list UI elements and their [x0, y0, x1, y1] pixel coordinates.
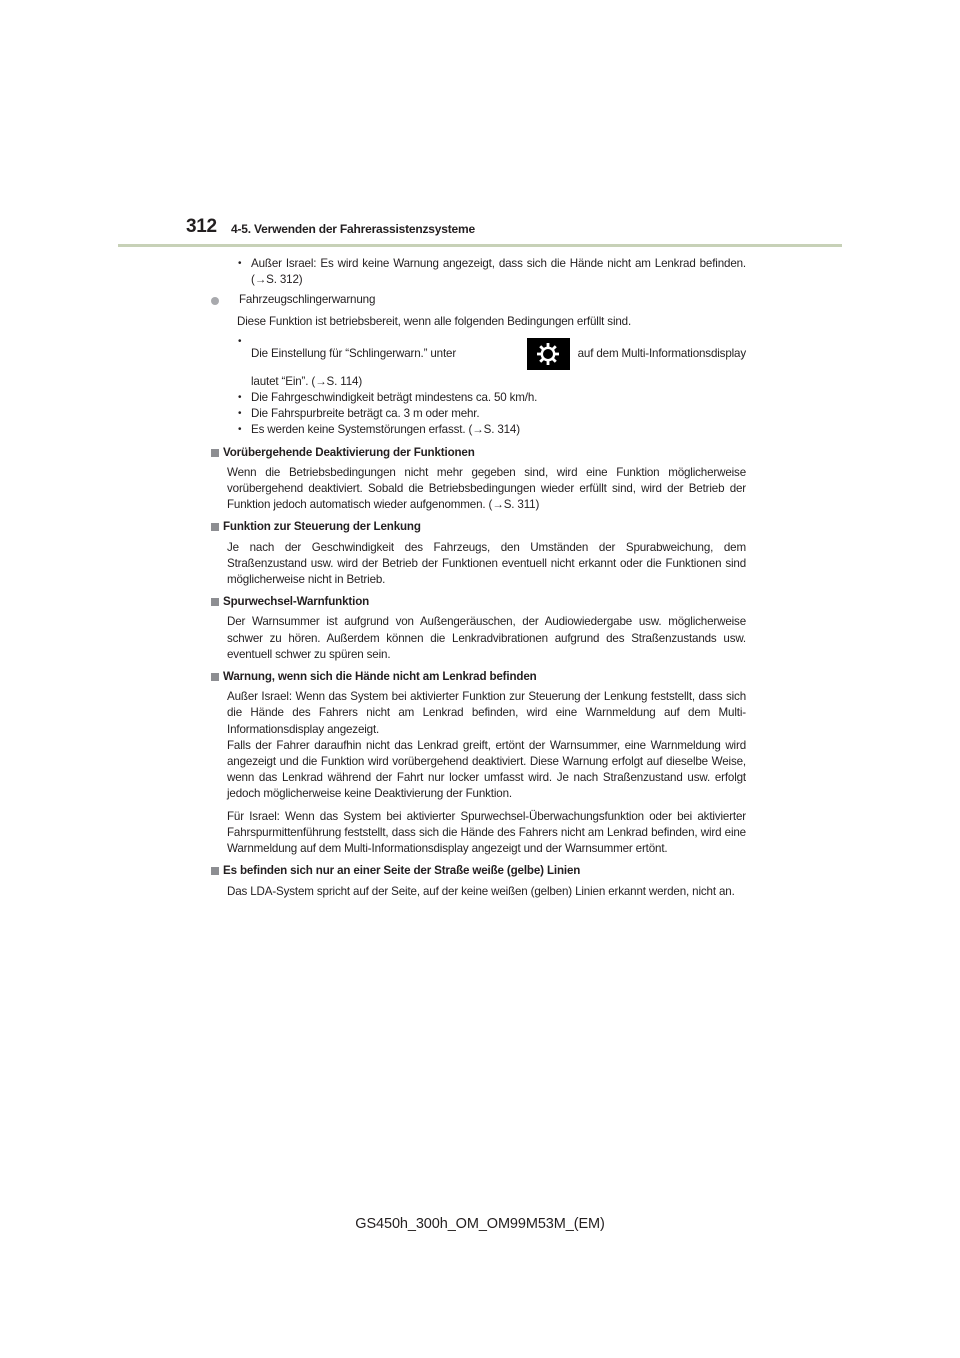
sway-item-1-a: • Die Einstellung für “Schlingerwarn.” unter	[251, 346, 457, 360]
sway-heading: Fahrzeugschlingerwarnung	[211, 292, 746, 308]
section-heading: Vorübergehende Deaktivierung der Funktionen	[211, 445, 746, 461]
sway-item-3: • Die Fahrspurbreite beträgt ca. 3 m oder mehr.	[211, 406, 746, 422]
sway-item-1-b: auf dem Multi-Informationsdisplay	[577, 346, 746, 360]
sway-item-2: • Die Fahrgeschwindigkeit beträgt mindestens ca. 50 km/h.	[211, 390, 746, 406]
section-0	[211, 445, 746, 514]
section-paragraph: Wenn die Betriebsbedingungen nicht mehr gegeben sind, wird eine Funktion möglicherweise vorübergehend deaktiviert. Sobald die Betriebsbedingungen wieder erfüllt sind, wird der Betrieb der Funktion jedoch automatisch wieder aufgenommen. (→S. 311)	[227, 465, 746, 512]
section-1	[211, 519, 746, 588]
section-paragraph: Falls der Fahrer daraufhin nicht das Lenkrad greift, ertönt der Warnsummer, eine Warnmeldung wird angezeigt und die Funktion wird vorübergehend deaktiviert. Diese Warnung erfolgt auf dieselbe Weise, wenn das Lenkrad während der Fahrt nur locker umfasst wird. Je nach Straßenzustand usw. erfolgt jedoch möglicherweise keine Deaktivierung der Funktion.	[227, 738, 746, 801]
footer-doc-code: GS450h_300h_OM_OM99M53M_(EM)	[355, 1216, 605, 1232]
section-paragraph: Für Israel: Wenn das System bei aktivierter Spurwechsel-Überwachungsfunktion oder bei aktivierter Fahrspurmittenführung feststellt, dass sich die Hände des Fahrers nicht am Lenkrad befinden, wird eine Warnmeldung auf dem Multi-Informationsdisplay angezeigt und der Warnsummer ertönt.	[227, 809, 746, 856]
header-rule	[118, 244, 842, 247]
section-4	[211, 863, 746, 899]
page-number: 312	[186, 216, 217, 237]
sway-item-4: • Es werden keine Systemstörungen erfasst. (→S. 314)	[211, 422, 746, 438]
section-heading: Warnung, wenn sich die Hände nicht am Lenkrad befinden	[211, 669, 746, 685]
section-paragraph: Der Warnsummer ist aufgrund von Außengeräuschen, der Audiowiedergabe usw. möglicherweise schwer zu hören. Außerdem können die Lenkradvibrationen aufgrund des Straßenzustands usw. eventuell schwer zu spüren sein.	[227, 615, 746, 661]
section-paragraph: Außer Israel: Wenn das System bei aktivierter Funktion zur Steuerung der Lenkung feststellt, dass sich die Hände des Fahrers nicht am Lenkrad befinden, wird eine Warnmeldung auf dem Multi-Informationsdisplay angezeigt.	[227, 690, 746, 736]
section-title: 4-5. Verwenden der Fahrerassistenzsysteme	[231, 222, 475, 236]
page-content	[211, 256, 746, 900]
section-paragraph: Das LDA-System spricht auf der Seite, auf der keine weißen (gelben) Linien erkannt werden, nicht an.	[227, 884, 735, 898]
section-2	[211, 594, 746, 663]
sway-item-1	[211, 334, 746, 374]
sway-text: Diese Funktion ist betriebsbereit, wenn alle folgenden Bedingungen erfüllt sind.	[237, 314, 632, 328]
section-heading: Spurwechsel-Warnfunktion	[211, 594, 746, 610]
gear-icon	[527, 338, 570, 370]
sway-item-1-c: lautet “Ein”. (→S. 114)	[251, 374, 363, 388]
intro-bullet: • Außer Israel: Es wird keine Warnung angezeigt, dass sich die Hände nicht am Lenkrad befinden. (→S. 312)	[211, 256, 746, 288]
section-heading: Es befinden sich nur an einer Seite der Straße weiße (gelbe) Linien	[211, 863, 746, 879]
section-heading: Funktion zur Steuerung der Lenkung	[211, 519, 746, 535]
section-paragraph: Je nach der Geschwindigkeit des Fahrzeugs, den Umständen der Spurabweichung, dem Straßenzustand usw. wird der Betrieb der Funktionen eventuell nicht erkannt oder die Funktionen sind möglicherweise nicht in Betrieb.	[227, 540, 746, 587]
section-3	[211, 669, 746, 857]
